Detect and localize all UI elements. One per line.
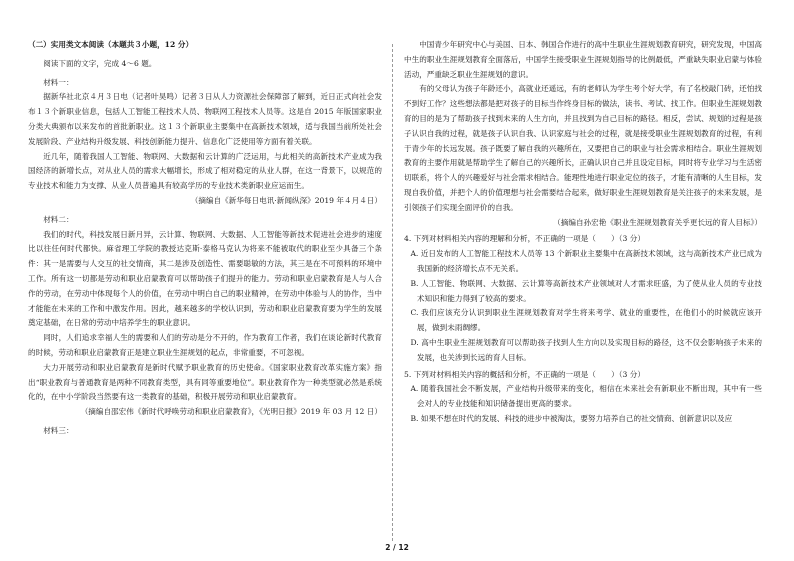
instruction: 阅读下面的文字，完成 4～6 题。 [43,58,157,68]
left-column [28,38,382,439]
material-3-source: （摘编自孙宏艳《职业生涯规划教育关乎更长远的育人目标》） [553,217,762,227]
material-1-paragraph-1: 据新华社北京４月３日电（记者叶昊鸣）记者３日从人力资源社会保障部了解到，近日正式向社会发布１３个新职业信息，包括人工智能工程技术人员、物联网工程技术人员等。这是自 2015 年版国家职业分类大典颁布以来发布的首批新职业。这１３个新职业主要集中在高新技术领域，适与我国当前所处社会发展阶段、产业结构升级发展、科技创新能力提升、信息化广泛使用等方面有着关联。 [28,92,382,146]
material-1-label: 材料一： [43,77,74,87]
question-5-stem: 5. 下列对材料相关内容的概括和分析，不正确的一项是（ ）（3 分） [404,369,645,379]
question-4-stem: 4. 下列对材料相关内容的理解和分析，不正确的一项是（ ）（3 分） [404,234,645,244]
material-2-paragraph-1: 我们的时代，科技发展日新月异，云计算、物联网、大数据、人工智能等新技术促进社会进步的速度比以往任何时代都快。麻省理工学院的教授达克斯·泰格马克认为将来不能被取代的职业至少具备三个条件：其一是需要与人交互的社交情商，其二是涉及创造性、需要聪敏的方法，其三是在不可预料的环境中工作。所有这一切都是劳动和职业启蒙教育可以帮助孩子们提升的能力。劳动和职业启蒙教育是人与人合作的劳动，在劳动中体现每个人的价值，在劳动中明白自己的职业精神，在劳动中体验与人的协作，当中才能能在未来的工作和中激发作用。因此，越来越多的学校认识到，劳动和职业启蒙教育要为学生的发展奠定基础，在日常的劳动中培养学生的职业意识。 [28,229,382,328]
question-4-option-b: B. 人工智能、物联网、大数据、云计算等高新技术产业领域对人才需求旺盛，为了使从业人员的专业技术知识和能力得到了较高的要求。 [410,278,762,303]
material-2-label: 材料二： [43,214,74,224]
question-4-option-a: A. 近日发布的人工智能工程技术人员等 13 个新职业主要集中在高新技术领域，这与高新技术产业已成为我国新的经济增长点不无关系。 [410,249,762,273]
question-4-option-d: D. 高中生职业生涯规划教育可以帮助孩子找到人生方向以及实现目标的路径，这不仅会影响孩子未来的发展，也关涉到长远的育人目标。 [410,337,762,362]
material-3-paragraph-1: 中国青少年研究中心与美国、日本、韩国合作进行的高中生职业生涯规划教育研究，研究发现，中国高中生的职业生涯规划教育全面落后，中国学生接受职业生涯规划指导的比例最低，严重缺失职业启蒙与体验活动，严重缺乏职业生涯规划的意识。 [404,40,762,79]
question-5-option-a: A. 随着我国社会不断发展，产业结构升级带来的变化，相信在未来社会有新职业不断出现，其中有一些会对人的专业技能和知识储备提出更高的要求。 [410,384,762,409]
material-3-paragraph-2: 有的父母认为孩子年龄还小，高就业还遥远，有的老师认为学生考个好大学，有了名校敲门砖，还怕找不到好工作？这些想法都是把对孩子的目标当作终身目标的做法，读书、考试、找工作。但职业生涯规划教育的目的是为了帮助孩子找到未来的人生方向，并且找到为自己目标的路径。相反，尝试、规划的过程是孩子认识自我的过程，就是孩子认识自我、认识家庭与社会的过程，就是接受职业生涯规划教育的过程，有利于青少年的长远发展。孩子既要了解自我的兴趣所在，又要把自己的职业与社会需求相结合。职业生涯规划教育的主要作用就是帮助学生了解自己的兴趣所长，正确认识自己并且设定目标，同时将专业学习与生活密切联系，将个人的兴趣爱好与社会需求相结合。能理性地进行职业定位的孩子，才能有清晰的人生目标，发现自我价值，并把个人的价值理想与社会需要结合起来，做好职业生涯规划教育是关注孩子的未来发展，是引领孩子们实现全面评价的自我。 [404,84,762,212]
material-1-source: （摘编自《新华每日电讯·新闻纵深》2019 年４月４日） [190,195,382,205]
page-number: 2 / 12 [385,543,409,552]
right-column [404,38,762,427]
material-2-source: （摘编自邵宏伟《新时代呼唤劳动和职业启蒙教育》，《光明日报》2019 年 03 月 12 日） [80,407,382,417]
section-heading: （二）实用类文本阅读（本题共３小题，12 分） [28,40,194,49]
material-2-paragraph-3: 大力开展劳动和职业启蒙教育是新时代赋予职业教育的历史使命。《国家职业教育改革实施方案》指出“职业教育与普通教育是两种不同教育类型，具有同等重要地位”。职业教育作为一种类型就必然是系统化的，在中小学阶段当然要有这一类教育的基础，积极开展劳动和职业启蒙教育。 [28,362,382,402]
material-3-label: 材料三： [43,425,74,435]
question-5-option-b: B. 如果不想在时代的发展、科技的进步中被淘汰，要努力培养自己的社交情商、创新意识以及应 [410,413,733,423]
question-4-option-c: C. 我们应该充分认识到职业生涯规划教育对学生将来考学、就业的重要性，在他们小的时候就应该开展，做到未雨绸缪。 [410,308,762,333]
material-1-paragraph-2: 近几年，随着我国人工智能、物联网、大数据和云计算的广泛运用，与此相关的高新技术产业成为我国经济的新增长点，对从业人员的需求大幅增长，形成了相对稳定的从业人群，在这一背景下，以规范的专业技术和能力为支撑、从业人员普遍具有较高学历的专业技术类新职业应运而生。 [28,151,382,191]
column-divider [392,44,393,541]
material-2-paragraph-2: 同时，人们追求幸福人生的需要和人们的劳动是分不开的，作为教育工作者，我们在谈论新时代教育的时候，劳动和职业启蒙教育正是建立职业生涯规划的起点，非常重要，不可忽视。 [28,333,382,357]
